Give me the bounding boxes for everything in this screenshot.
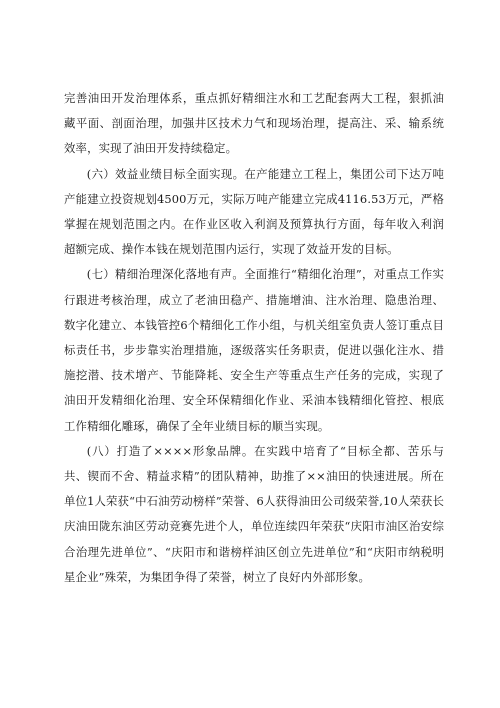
paragraph-six-efficiency-targets: (六）效益业绩目标全面实现。在产能建立工程上，集团公司下达万吨产能建立投资规划4500万元，实际万吨产能建立完成4116.53万元，严格掌握在规划范围之内。在作业区收入利润及预算执行方面，每年收入利润超额完成、操作本钱在规划范围内运行，实现了效益开发的目标。 (64, 166, 444, 257)
paragraph-seven-refined-management: (七）精细治理深化落地有声。全面推行“精细化治理”，对重点工作实行跟进考核治理，成立了老油田稳产、措施增油、注水治理、隐患治理、数字化建立、本钱管控6个精细化工作小组，与机关组室负责人签订重点目标责任书，步步靠实治理措施，逐级落实任务职责，促进以强化注水、措施挖潜、技术增产、节能降耗、安全生产等重点生产任务的完成，实现了油田开发精细化治理、安全环保精细化作业、采油本钱精细化管控、根底工作精细化雕琢，确保了全年业绩目标的顺当实现。 (64, 267, 444, 433)
document-body (64, 86, 444, 590)
paragraph-eight-brand-image: (八）打造了××××形象品牌。在实践中培育了“目标全都、苦乐与共、锲而不舍、精益求精”的团队精神，助推了××油田的快速进展。所在单位1人荣获“中石油劳动榜样”荣誉、6人获得油田公司级荣誉,10人荣获长庆油田陇东油区劳动竞赛先进个人，单位连续四年荣获“庆阳市油区治安综合治理先进单位”、“庆阳市和谐榜样油区创立先进单位”和“庆阳市纳税明星企业”殊荣，为集团争得了荣誉，树立了良好内外部形象。 (64, 443, 444, 584)
paragraph-continuation: 完善油田开发治理体系，重点抓好精细注水和工艺配套两大工程，狠抓油藏平面、剖面治理，加强井区技术力气和现场治理，提高注、采、输系统效率，实现了油田开发持续稳定。 (64, 91, 444, 156)
